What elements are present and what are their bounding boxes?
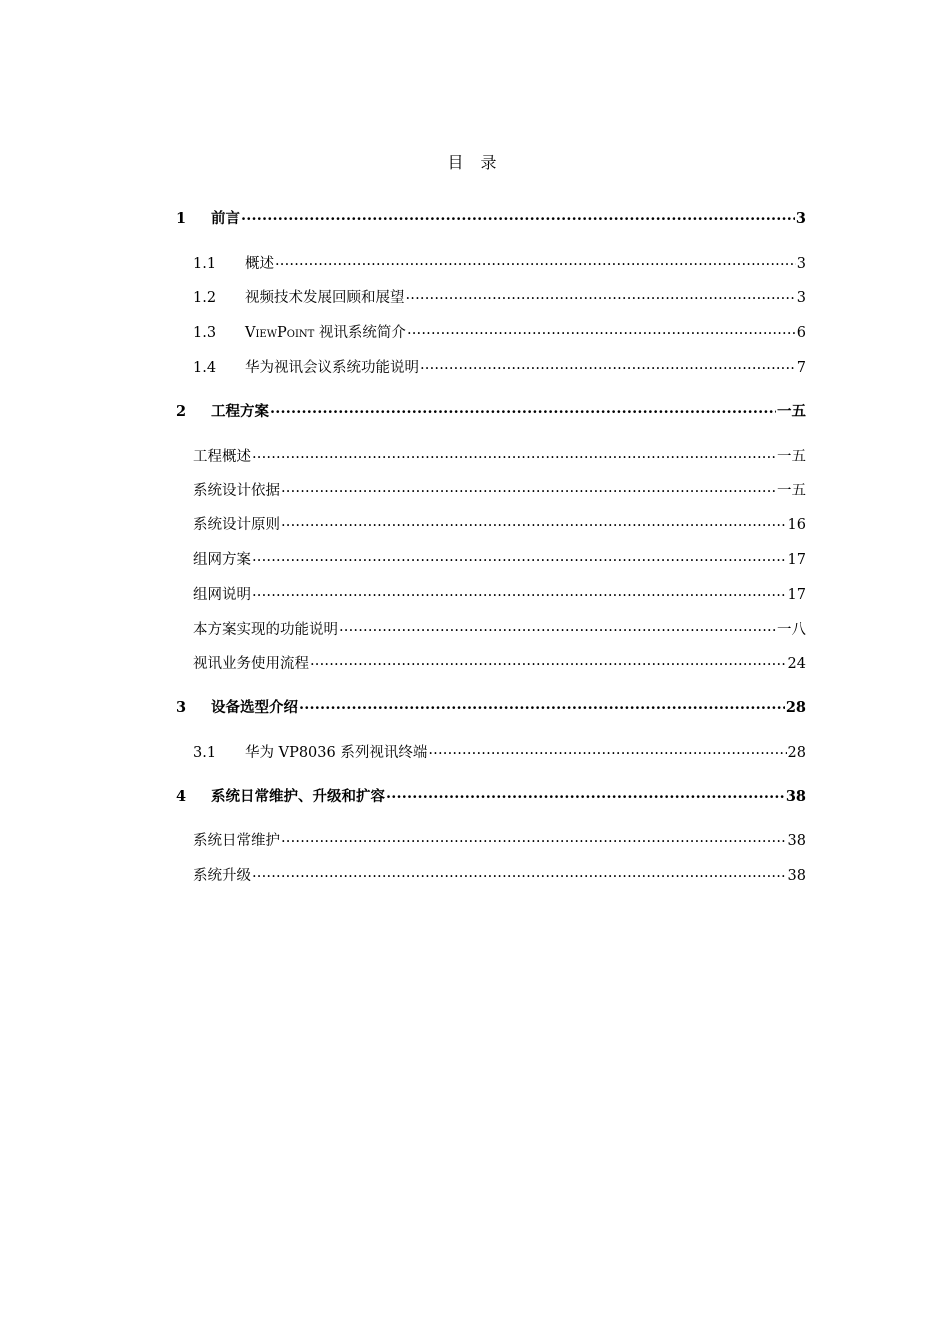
toc-entry-number: 1.1 (193, 256, 217, 272)
toc-entry-page: 28 (785, 699, 806, 716)
toc-entry-number: 1 (176, 210, 187, 227)
toc-entry-page: 17 (787, 587, 806, 603)
toc-entry-title: 系统升级 (193, 868, 251, 884)
toc-entry-number: 1.4 (193, 360, 217, 376)
toc-entry-page: 3 (795, 210, 806, 227)
toc-entry-1[interactable] (176, 209, 806, 229)
toc-entry-1-2[interactable] (193, 288, 806, 308)
toc-entry-1-4[interactable] (193, 358, 806, 378)
toc-entry-title: 华为视讯会议系统功能说明 (245, 360, 419, 376)
dot-leader (281, 515, 787, 529)
toc-entry-number: 3.1 (193, 745, 217, 761)
toc-entry-page: 一五 (777, 403, 806, 420)
dot-leader (241, 209, 795, 223)
dot-leader (252, 550, 787, 564)
toc-entry-design-basis[interactable] (193, 481, 806, 501)
toc-entry-page: 24 (787, 656, 806, 672)
toc-entry-title: 系统设计依据 (193, 483, 280, 499)
dot-leader (270, 402, 776, 416)
dot-leader (252, 447, 776, 461)
toc-entry-page: 38 (785, 788, 806, 805)
toc-entry-title: 组网说明 (193, 587, 251, 603)
toc-entry-daily-maintenance[interactable] (193, 831, 806, 851)
dot-leader (299, 698, 785, 712)
toc-entry-3[interactable] (176, 698, 806, 718)
toc-entry-system-upgrade[interactable] (193, 866, 806, 886)
toc-entry-title: 视频技术发展回顾和展望 (245, 290, 405, 306)
toc-entry-page: 28 (787, 745, 806, 761)
toc-entry-workflow[interactable] (193, 654, 806, 674)
toc-entry-page: 3 (796, 256, 806, 272)
toc-entry-page: 16 (787, 517, 806, 533)
toc-entry-3-1[interactable] (193, 743, 806, 763)
toc-entry-title: 本方案实现的功能说明 (193, 622, 338, 638)
toc-entry-title: 系统设计原则 (193, 517, 280, 533)
dot-leader (339, 620, 776, 634)
dot-leader (252, 585, 787, 599)
toc-entry-title: 前言 (211, 210, 240, 227)
dot-leader (407, 323, 796, 337)
dot-leader (281, 481, 776, 495)
toc-entry-network-description[interactable] (193, 585, 806, 605)
toc-entry-1-1[interactable] (193, 254, 806, 274)
toc-entry-number: 1.2 (193, 290, 217, 306)
toc-entry-page: 一八 (777, 622, 806, 638)
toc-entry-page: 一五 (777, 449, 806, 465)
toc-entry-number: 1.3 (193, 325, 217, 341)
toc-entry-page: 7 (796, 360, 806, 376)
toc-entry-2[interactable] (176, 402, 806, 422)
toc-entry-number: 3 (176, 699, 187, 716)
toc-entry-page: 38 (787, 833, 806, 849)
toc-entry-title: 视讯业务使用流程 (193, 656, 309, 672)
page-title: 目 录 (447, 153, 503, 172)
dot-leader (406, 288, 796, 302)
toc-entry-page: 一五 (777, 483, 806, 499)
toc-entry-4[interactable] (176, 787, 806, 807)
dot-leader (310, 654, 787, 668)
dot-leader (428, 743, 786, 757)
toc-entry-title: 设备选型介绍 (211, 699, 298, 716)
toc-entry-page: 6 (796, 325, 806, 341)
toc-entry-number: 4 (176, 788, 187, 805)
toc-entry-page: 3 (796, 290, 806, 306)
toc-entry-page: 17 (787, 552, 806, 568)
toc-entry-title: 概述 (245, 256, 274, 272)
dot-leader (275, 254, 796, 268)
toc-entry-functions[interactable] (193, 620, 806, 640)
toc-entry-network-plan[interactable] (193, 550, 806, 570)
toc-entry-page: 38 (787, 868, 806, 884)
toc-entry-title: 工程方案 (211, 403, 269, 420)
toc-entry-title: 华为 VP8036 系列视讯终端 (245, 745, 428, 761)
toc-entry-1-3[interactable] (193, 323, 806, 343)
toc-entry-title: 组网方案 (193, 552, 251, 568)
dot-leader (252, 866, 787, 880)
dot-leader (386, 787, 785, 801)
toc-entry-number: 2 (176, 403, 187, 420)
toc-entry-title: 工程概述 (193, 449, 251, 465)
toc-entry-design-principles[interactable] (193, 515, 806, 535)
toc-entry-title: ViewPoint 视讯系统简介 (245, 325, 406, 341)
toc-entry-project-overview[interactable] (193, 447, 806, 467)
toc-entry-title: 系统日常维护、升级和扩容 (211, 788, 385, 805)
dot-leader (420, 358, 796, 372)
dot-leader (281, 831, 787, 845)
toc-entry-title: 系统日常维护 (193, 833, 280, 849)
